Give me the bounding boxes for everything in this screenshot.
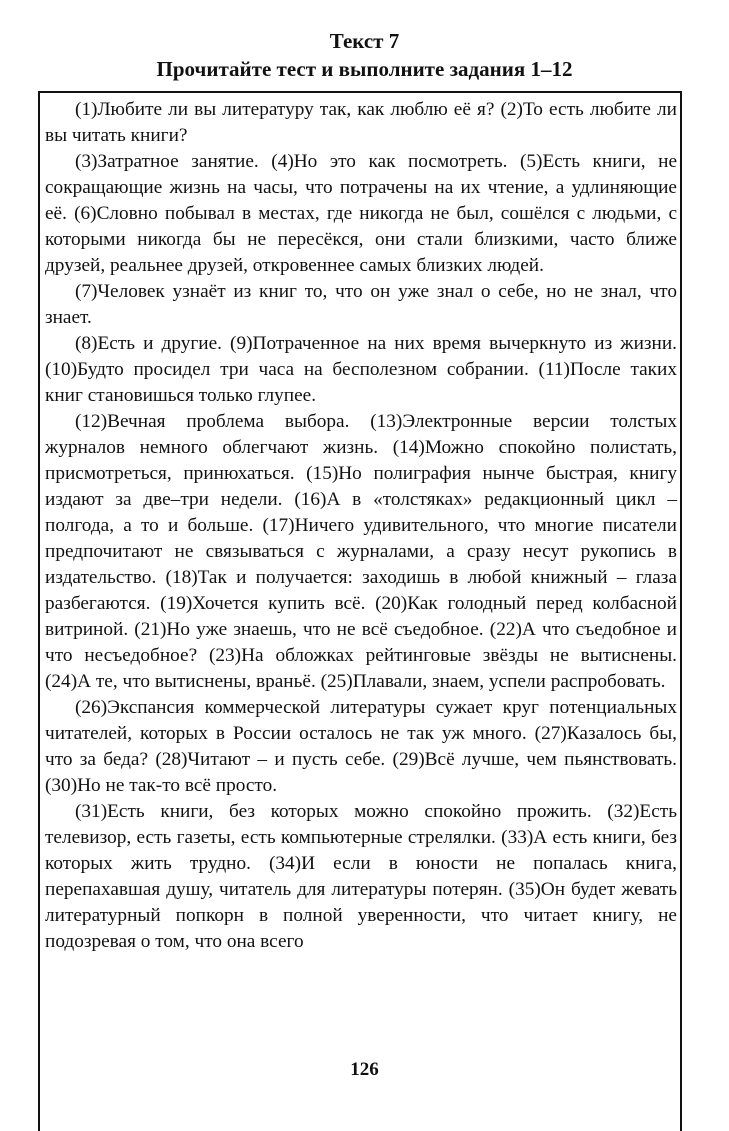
paragraph-5: (12)Вечная проблема выбора. (13)Электронные версии толстых журналов немного облегчают жизнь. (14)Можно спокойно полистать, присмотреться, принюхаться. (15)Но полиграфия нынче быстрая, книгу издают за две–три недели. (16)А в «толстяках» редакционный цикл – полгода, а то и больше. (17)Ничего удивительного, что многие писатели предпочитают не связываться с журналами, а сразу несут рукопись в издательство. (18)Так и получается: заходишь в любой книжный – глаза разбегаются. (19)Хочется купить всё. (20)Как голодный перед колбасной витриной. (21)Но уже знаешь, что не всё съедобное. (22)А что съедобное и что несъедобное? (23)На обложках рейтинговые звёзды не вытиснены. (24)А те, что вытиснены, враньё. (25)Плавали, знаем, успели распробовать. xyxy=(45,411,677,692)
paragraph-6: (26)Экспансия коммерческой литературы сужает круг потенциальных читателей, которых в России осталось не так уж много. (27)Казалось бы, что за беда? (28)Читают – и пусть себе. (29)Всё лучше, чем пьянствовать. (30)Но не так-то всё просто. xyxy=(45,697,677,796)
paragraph-2: (3)Затратное занятие. (4)Но это как посмотреть. (5)Есть книги, не сокращающие жизнь на часы, что потрачены на их чтение, а удлиняющие её. (6)Словно побывал в местах, где никогда не был, сошёлся с людьми, с которыми никогда бы не пересёкся, они стали близкими, часто ближе друзей, реальнее друзей, откровеннее самых близких людей. xyxy=(45,151,677,276)
paragraph-7: (31)Есть книги, без которых можно спокойно прожить. (32)Есть телевизор, есть газеты, есть компьютерные стрелялки. (33)А есть книги, без которых жить трудно. (34)И если в юности не попалась книга, перепахавшая душу, читатель для литературы потерян. (35)Он будет жевать литературный попкорн в полной уверенности, что читает книгу, не подозревая о том, что она всего xyxy=(45,801,677,952)
text-title: Текст 7 xyxy=(329,29,400,53)
paragraph-1: (1)Любите ли вы литературу так, как люблю её я? (2)То есть любите ли вы читать книги? xyxy=(45,99,677,146)
task-instruction: Прочитайте тест и выполните задания 1–12 xyxy=(156,57,573,81)
paragraph-3: (7)Человек узнаёт из книг то, что он уже знал о себе, но не знал, что знает. xyxy=(45,281,677,328)
text-frame xyxy=(38,91,682,1131)
page-number: 126 xyxy=(350,1059,379,1080)
paragraph-4: (8)Есть и другие. (9)Потраченное на них время вычеркнуто из жизни. (10)Будто просидел три часа на бесполезном собрании. (11)После таких книг становишься только глупее. xyxy=(45,333,677,406)
